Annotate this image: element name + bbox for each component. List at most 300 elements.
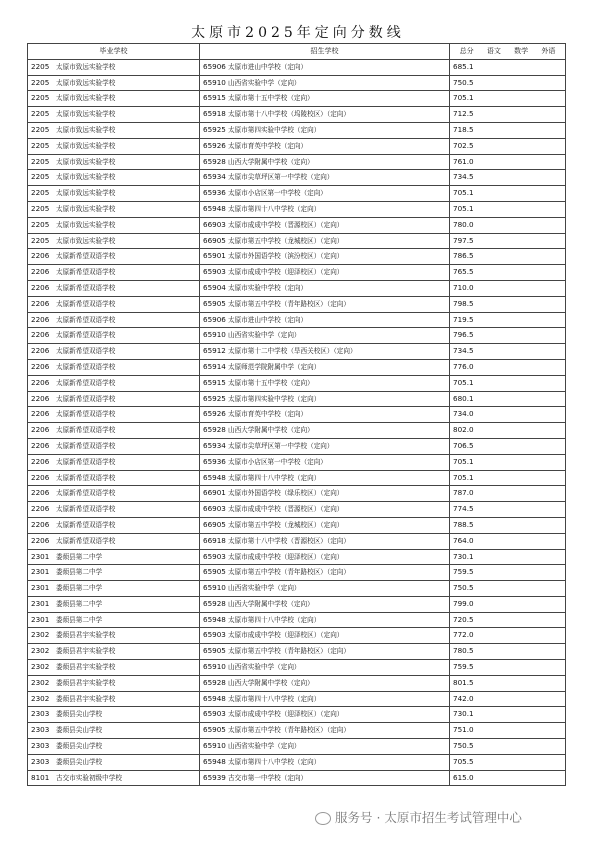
total-score: 615.0	[450, 770, 566, 786]
table-row	[28, 391, 566, 407]
header-enroll-school: 招生学校	[200, 44, 450, 60]
enroll-school-code: 66905	[203, 519, 226, 529]
grad-school-cell	[28, 296, 200, 312]
table-row	[28, 344, 566, 360]
enroll-school-code: 65903	[203, 630, 226, 640]
total-score: 734.0	[450, 407, 566, 423]
enroll-school-name: 山西省实验中学（定向）	[228, 78, 301, 87]
table-row	[28, 470, 566, 486]
grad-school-cell	[28, 217, 200, 233]
grad-school-code: 2206	[31, 393, 50, 403]
total-score: 734.5	[450, 170, 566, 186]
grad-school-name: 娄烦县尖山学校	[56, 710, 103, 719]
enroll-school-name: 山西省实验中学（定向）	[228, 584, 301, 593]
grad-school-code: 2205	[31, 203, 50, 213]
grad-school-name: 古交市实验初级中学校	[56, 773, 122, 782]
score-table	[27, 43, 566, 786]
table-row	[28, 122, 566, 138]
enroll-school-code: 65948	[203, 203, 226, 213]
watermark	[315, 808, 522, 826]
total-score: 801.5	[450, 675, 566, 691]
enroll-school-name: 太原市第四实验中学校（定向）	[228, 125, 321, 134]
total-score: 706.5	[450, 438, 566, 454]
enroll-school-name: 太原市外国语学校（绿乐校区）（定向）	[228, 489, 344, 498]
grad-school-code: 2205	[31, 172, 50, 182]
enroll-school-name: 太原市第十八中学校（晋源校区）（定向）	[228, 536, 350, 545]
enroll-school-name: 山西大学附属中学校（定向）	[228, 599, 314, 608]
grad-school-cell	[28, 438, 200, 454]
grad-school-cell	[28, 660, 200, 676]
total-score: 705.1	[450, 201, 566, 217]
table-row	[28, 581, 566, 597]
grad-school-name: 太原新希望双语学校	[56, 505, 116, 514]
table-row	[28, 201, 566, 217]
grad-school-cell	[28, 201, 200, 217]
enroll-school-code: 65905	[203, 298, 226, 308]
enroll-school-code: 65928	[203, 425, 226, 435]
grad-school-code: 2206	[31, 519, 50, 529]
grad-school-code: 2205	[31, 188, 50, 198]
enroll-school-code: 65910	[203, 330, 226, 340]
grad-school-code: 2206	[31, 425, 50, 435]
grad-school-cell	[28, 233, 200, 249]
total-score: 712.5	[450, 107, 566, 123]
enroll-school-name: 太原市第五中学校（青年路校区）（定向）	[228, 647, 350, 656]
header-foreign: 外语	[541, 47, 556, 55]
grad-school-code: 2301	[31, 551, 50, 561]
enroll-school-cell	[200, 59, 450, 75]
grad-school-name: 太原市致远实验学校	[56, 141, 116, 150]
total-score: 750.5	[450, 75, 566, 91]
grad-school-code: 2206	[31, 535, 50, 545]
enroll-school-cell	[200, 122, 450, 138]
enroll-school-cell	[200, 723, 450, 739]
table-row	[28, 138, 566, 154]
page-title: 太原市2025年定向分数线	[191, 25, 405, 41]
grad-school-code: 2205	[31, 140, 50, 150]
enroll-school-code: 66903	[203, 504, 226, 514]
table-row	[28, 754, 566, 770]
grad-school-code: 2205	[31, 235, 50, 245]
grad-school-code: 2206	[31, 346, 50, 356]
grad-school-name: 娄烦县君宇实验学校	[56, 647, 116, 656]
enroll-school-code: 65936	[203, 456, 226, 466]
enroll-school-code: 66905	[203, 235, 226, 245]
grad-school-name: 太原新希望双语学校	[56, 252, 116, 261]
total-score: 751.0	[450, 723, 566, 739]
total-score: 685.1	[450, 59, 566, 75]
grad-school-cell	[28, 265, 200, 281]
enroll-school-code: 65915	[203, 377, 226, 387]
enroll-school-cell	[200, 581, 450, 597]
grad-school-cell	[28, 517, 200, 533]
enroll-school-name: 太原市第四实验中学校（定向）	[228, 394, 321, 403]
table-row	[28, 691, 566, 707]
enroll-school-code: 65928	[203, 156, 226, 166]
enroll-school-name: 古交市第一中学校（定向）	[228, 773, 308, 782]
grad-school-code: 2206	[31, 456, 50, 466]
grad-school-cell	[28, 186, 200, 202]
table-row	[28, 312, 566, 328]
grad-school-name: 太原新希望双语学校	[56, 315, 116, 324]
enroll-school-cell	[200, 517, 450, 533]
total-score: 730.1	[450, 707, 566, 723]
enroll-school-code: 65948	[203, 614, 226, 624]
grad-school-code: 2206	[31, 409, 50, 419]
enroll-school-code: 65928	[203, 598, 226, 608]
table-row	[28, 707, 566, 723]
grad-school-code: 2206	[31, 440, 50, 450]
grad-school-name: 太原市致远实验学校	[56, 189, 116, 198]
enroll-school-code: 65934	[203, 172, 226, 182]
total-score: 750.5	[450, 581, 566, 597]
enroll-school-code: 65948	[203, 756, 226, 766]
enroll-school-cell	[200, 328, 450, 344]
enroll-school-cell	[200, 707, 450, 723]
enroll-school-cell	[200, 486, 450, 502]
grad-school-code: 2301	[31, 598, 50, 608]
enroll-school-name: 山西省实验中学（定向）	[228, 663, 301, 672]
grad-school-code: 2302	[31, 646, 50, 656]
grad-school-code: 2303	[31, 756, 50, 766]
table-row	[28, 644, 566, 660]
grad-school-code: 2206	[31, 504, 50, 514]
total-score: 764.0	[450, 533, 566, 549]
enroll-school-code: 65910	[203, 583, 226, 593]
enroll-school-name: 太原市成成中学校（晋源校区）（定向）	[228, 505, 344, 514]
enroll-school-code: 65914	[203, 361, 226, 371]
table-row	[28, 675, 566, 691]
enroll-school-cell	[200, 675, 450, 691]
total-score: 730.1	[450, 549, 566, 565]
grad-school-code: 2303	[31, 709, 50, 719]
total-score: 798.5	[450, 296, 566, 312]
table-row	[28, 454, 566, 470]
total-score: 774.5	[450, 502, 566, 518]
table-row	[28, 486, 566, 502]
grad-school-code: 2206	[31, 488, 50, 498]
table-row	[28, 407, 566, 423]
grad-school-cell	[28, 423, 200, 439]
grad-school-cell	[28, 628, 200, 644]
grad-school-name: 太原新希望双语学校	[56, 362, 116, 371]
enroll-school-code: 65903	[203, 709, 226, 719]
grad-school-cell	[28, 328, 200, 344]
grad-school-code: 2206	[31, 330, 50, 340]
enroll-school-name: 太原市第十八中学校（坞陵校区）（定向）	[228, 110, 350, 119]
enroll-school-code: 65925	[203, 124, 226, 134]
total-score: 788.5	[450, 517, 566, 533]
grad-school-name: 太原市致远实验学校	[56, 110, 116, 119]
enroll-school-code: 65905	[203, 725, 226, 735]
table-row	[28, 359, 566, 375]
table-row	[28, 59, 566, 75]
table-row	[28, 739, 566, 755]
enroll-school-cell	[200, 75, 450, 91]
enroll-school-cell	[200, 438, 450, 454]
total-score: 705.1	[450, 454, 566, 470]
grad-school-name: 太原市致远实验学校	[56, 236, 116, 245]
grad-school-cell	[28, 723, 200, 739]
table-row	[28, 154, 566, 170]
grad-school-cell	[28, 691, 200, 707]
enroll-school-cell	[200, 107, 450, 123]
enroll-school-cell	[200, 407, 450, 423]
table-row	[28, 612, 566, 628]
total-score: 759.5	[450, 660, 566, 676]
enroll-school-code: 65903	[203, 267, 226, 277]
table-row	[28, 280, 566, 296]
grad-school-cell	[28, 486, 200, 502]
total-score: 705.1	[450, 470, 566, 486]
enroll-school-name: 太原市第四十八中学校（定向）	[228, 694, 321, 703]
watermark-text: 服务号 · 太原市招生考试管理中心	[335, 810, 522, 825]
table-row	[28, 186, 566, 202]
grad-school-name: 太原新希望双语学校	[56, 426, 116, 435]
grad-school-code: 2206	[31, 377, 50, 387]
enroll-school-cell	[200, 296, 450, 312]
total-score: 718.5	[450, 122, 566, 138]
total-score: 802.0	[450, 423, 566, 439]
grad-school-cell	[28, 344, 200, 360]
grad-school-name: 太原市致远实验学校	[56, 94, 116, 103]
grad-school-name: 太原新希望双语学校	[56, 489, 116, 498]
grad-school-cell	[28, 91, 200, 107]
enroll-school-code: 65936	[203, 188, 226, 198]
enroll-school-cell	[200, 423, 450, 439]
grad-school-name: 太原新希望双语学校	[56, 441, 116, 450]
enroll-school-name: 太原市尖草坪区第一中学校（定向）	[228, 173, 334, 182]
grad-school-cell	[28, 596, 200, 612]
grad-school-name: 太原新希望双语学校	[56, 520, 116, 529]
enroll-school-cell	[200, 565, 450, 581]
total-score: 787.0	[450, 486, 566, 502]
enroll-school-name: 太原市尖草坪区第一中学校（定向）	[228, 441, 334, 450]
table-header-row	[28, 44, 566, 60]
grad-school-cell	[28, 391, 200, 407]
enroll-school-name: 太原市成成中学校（迎泽校区）（定向）	[228, 268, 344, 277]
enroll-school-name: 太原市小店区第一中学校（定向）	[228, 457, 327, 466]
enroll-school-cell	[200, 549, 450, 565]
enroll-school-name: 太原市第五中学校（龙城校区）（定向）	[228, 236, 344, 245]
grad-school-name: 太原新希望双语学校	[56, 331, 116, 340]
total-score: 720.5	[450, 612, 566, 628]
enroll-school-name: 太原市进山中学校（定向）	[228, 315, 308, 324]
total-score: 705.1	[450, 91, 566, 107]
enroll-school-cell	[200, 375, 450, 391]
enroll-school-code: 65910	[203, 662, 226, 672]
grad-school-name: 太原新希望双语学校	[56, 268, 116, 277]
enroll-school-code: 65906	[203, 314, 226, 324]
enroll-school-name: 太原市第四十八中学校（定向）	[228, 757, 321, 766]
total-score: 780.5	[450, 644, 566, 660]
enroll-school-code: 65948	[203, 693, 226, 703]
grad-school-name: 太原新希望双语学校	[56, 457, 116, 466]
enroll-school-code: 65948	[203, 472, 226, 482]
header-total: 总分	[459, 47, 474, 55]
total-score: 705.1	[450, 375, 566, 391]
enroll-school-name: 太原师范学院附属中学（定向）	[228, 362, 321, 371]
grad-school-code: 2206	[31, 472, 50, 482]
enroll-school-cell	[200, 454, 450, 470]
table-row	[28, 596, 566, 612]
grad-school-name: 娄烦县第二中学	[56, 615, 103, 624]
grad-school-cell	[28, 675, 200, 691]
grad-school-cell	[28, 770, 200, 786]
enroll-school-code: 65925	[203, 393, 226, 403]
total-score: 776.0	[450, 359, 566, 375]
total-score: 786.5	[450, 249, 566, 265]
enroll-school-cell	[200, 359, 450, 375]
grad-school-name: 娄烦县尖山学校	[56, 726, 103, 735]
grad-school-cell	[28, 312, 200, 328]
total-score: 719.5	[450, 312, 566, 328]
enroll-school-name: 太原市第四十八中学校（定向）	[228, 473, 321, 482]
grad-school-name: 太原市致远实验学校	[56, 125, 116, 134]
total-score: 759.5	[450, 565, 566, 581]
grad-school-name: 太原市致远实验学校	[56, 157, 116, 166]
table-row	[28, 217, 566, 233]
grad-school-cell	[28, 739, 200, 755]
enroll-school-code: 65926	[203, 409, 226, 419]
enroll-school-name: 山西省实验中学（定向）	[228, 742, 301, 751]
enroll-school-cell	[200, 217, 450, 233]
enroll-school-name: 太原市第四十八中学校（定向）	[228, 615, 321, 624]
grad-school-cell	[28, 122, 200, 138]
grad-school-cell	[28, 644, 200, 660]
enroll-school-name: 太原市育英中学校（定向）	[228, 141, 308, 150]
enroll-school-name: 太原市实验中学校（定向）	[228, 283, 308, 292]
total-score: 680.1	[450, 391, 566, 407]
grad-school-name: 娄烦县第二中学	[56, 552, 103, 561]
enroll-school-cell	[200, 754, 450, 770]
total-score: 799.0	[450, 596, 566, 612]
grad-school-code: 2206	[31, 267, 50, 277]
enroll-school-name: 太原市第五中学校（青年路校区）（定向）	[228, 568, 350, 577]
wechat-icon	[315, 812, 331, 825]
enroll-school-name: 太原市第五中学校（青年路校区）（定向）	[228, 299, 350, 308]
grad-school-code: 2301	[31, 614, 50, 624]
enroll-school-cell	[200, 344, 450, 360]
enroll-school-code: 65934	[203, 440, 226, 450]
grad-school-cell	[28, 249, 200, 265]
grad-school-name: 太原新希望双语学校	[56, 473, 116, 482]
enroll-school-code: 65928	[203, 677, 226, 687]
grad-school-code: 2205	[31, 61, 50, 71]
grad-school-code: 2205	[31, 219, 50, 229]
grad-school-code: 2301	[31, 567, 50, 577]
grad-school-code: 2206	[31, 298, 50, 308]
grad-school-code: 2302	[31, 677, 50, 687]
total-score: 797.5	[450, 233, 566, 249]
enroll-school-code: 65903	[203, 551, 226, 561]
table-row	[28, 249, 566, 265]
enroll-school-cell	[200, 249, 450, 265]
total-score: 734.5	[450, 344, 566, 360]
enroll-school-cell	[200, 660, 450, 676]
grad-school-code: 2205	[31, 93, 50, 103]
grad-school-code: 2206	[31, 251, 50, 261]
enroll-school-name: 山西大学附属中学校（定向）	[228, 678, 314, 687]
enroll-school-cell	[200, 186, 450, 202]
enroll-school-cell	[200, 391, 450, 407]
enroll-school-cell	[200, 644, 450, 660]
grad-school-name: 太原市致远实验学校	[56, 204, 116, 213]
total-score: 710.0	[450, 280, 566, 296]
enroll-school-code: 65901	[203, 251, 226, 261]
table-row	[28, 375, 566, 391]
enroll-school-name: 太原市进山中学校（定向）	[228, 62, 308, 71]
grad-school-name: 娄烦县君宇实验学校	[56, 663, 116, 672]
total-score: 796.5	[450, 328, 566, 344]
grad-school-name: 娄烦县尖山学校	[56, 742, 103, 751]
header-grad-school: 毕业学校	[28, 44, 200, 60]
grad-school-cell	[28, 754, 200, 770]
enroll-school-cell	[200, 154, 450, 170]
enroll-school-code: 65904	[203, 282, 226, 292]
enroll-school-cell	[200, 612, 450, 628]
table-row	[28, 660, 566, 676]
enroll-school-name: 太原市外国语学校（滨汾校区）（定向）	[228, 252, 344, 261]
grad-school-name: 太原市致远实验学校	[56, 78, 116, 87]
grad-school-cell	[28, 707, 200, 723]
grad-school-name: 娄烦县君宇实验学校	[56, 694, 116, 703]
enroll-school-name: 山西大学附属中学校（定向）	[228, 426, 314, 435]
enroll-school-cell	[200, 691, 450, 707]
grad-school-cell	[28, 454, 200, 470]
grad-school-cell	[28, 549, 200, 565]
table-row	[28, 517, 566, 533]
table-row	[28, 265, 566, 281]
table-row	[28, 170, 566, 186]
enroll-school-code: 65910	[203, 741, 226, 751]
grad-school-name: 太原新希望双语学校	[56, 299, 116, 308]
grad-school-code: 2205	[31, 124, 50, 134]
grad-school-code: 2301	[31, 583, 50, 593]
grad-school-code: 2205	[31, 77, 50, 87]
total-score: 750.5	[450, 739, 566, 755]
grad-school-code: 2302	[31, 630, 50, 640]
table-row	[28, 296, 566, 312]
grad-school-name: 娄烦县君宇实验学校	[56, 631, 116, 640]
enroll-school-cell	[200, 280, 450, 296]
enroll-school-cell	[200, 533, 450, 549]
total-score: 702.5	[450, 138, 566, 154]
enroll-school-name: 太原市育英中学校（定向）	[228, 410, 308, 419]
enroll-school-cell	[200, 739, 450, 755]
enroll-school-cell	[200, 170, 450, 186]
enroll-school-code: 65915	[203, 93, 226, 103]
grad-school-code: 2206	[31, 314, 50, 324]
total-score: 772.0	[450, 628, 566, 644]
grad-school-code: 2205	[31, 156, 50, 166]
table-row	[28, 233, 566, 249]
enroll-school-code: 65905	[203, 646, 226, 656]
enroll-school-code: 65906	[203, 61, 226, 71]
table-row	[28, 75, 566, 91]
enroll-school-name: 太原市成成中学校（迎泽校区）（定向）	[228, 552, 344, 561]
table-row	[28, 91, 566, 107]
enroll-school-cell	[200, 502, 450, 518]
enroll-school-cell	[200, 470, 450, 486]
enroll-school-code: 65918	[203, 109, 226, 119]
grad-school-name: 娄烦县君宇实验学校	[56, 678, 116, 687]
grad-school-name: 太原新希望双语学校	[56, 394, 116, 403]
grad-school-cell	[28, 533, 200, 549]
grad-school-name: 娄烦县第二中学	[56, 599, 103, 608]
enroll-school-cell	[200, 770, 450, 786]
grad-school-code: 2206	[31, 282, 50, 292]
